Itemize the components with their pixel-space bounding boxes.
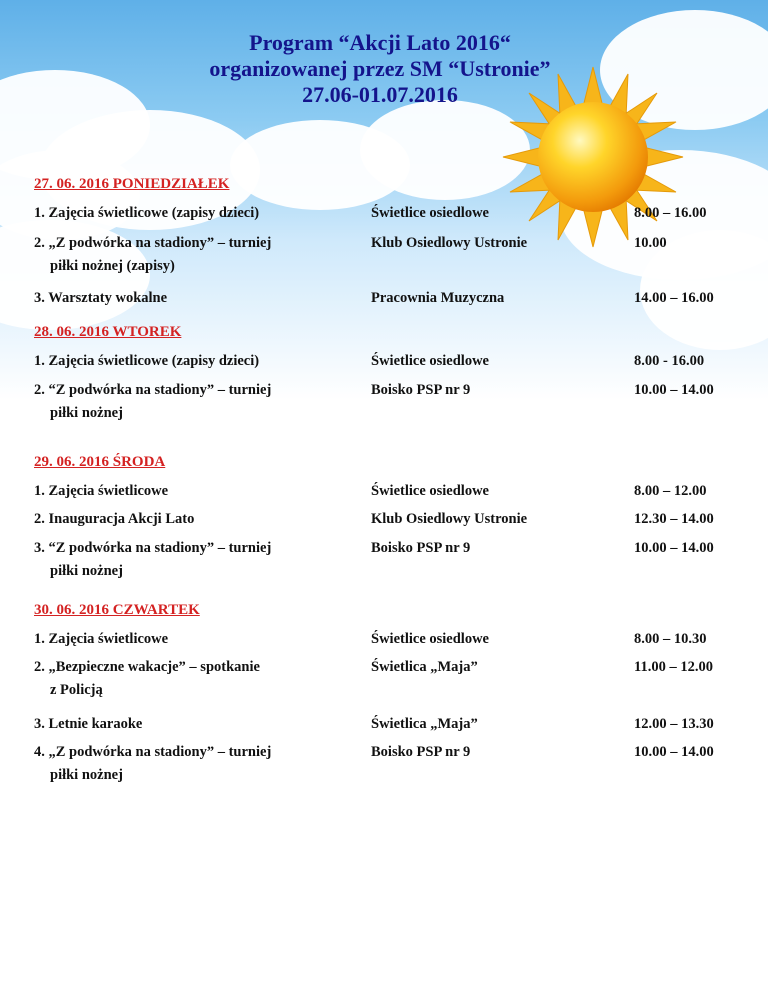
place: Boisko PSP nr 9 [371,540,471,556]
time: 10.00 – 14.00 [634,744,714,760]
title-line-2: organizowanej przez SM “Ustronie” [209,56,551,81]
day-heading: 27. 06. 2016 PONIEDZIAŁEK [34,176,230,192]
activity: 2. “Z podwórka na stadiony” – turniej piłki nożnej [34,382,272,421]
time: 10.00 [634,235,667,251]
activity: 1. Zajęcia świetlicowe (zapisy dzieci) [34,353,260,369]
page-title [120,30,640,108]
time: 8.00 – 12.00 [634,483,707,499]
activity: 3. Warsztaty wokalne [34,290,168,306]
activity: 1. Zajęcia świetlicowe [34,483,169,499]
time: 12.30 – 14.00 [634,511,714,527]
place: Świetlica „Maja” [371,716,478,732]
day-heading: 29. 06. 2016 ŚRODA [34,454,166,470]
time: 10.00 – 14.00 [634,382,714,398]
title-line-1: Program “Akcji Lato 2016“ [249,30,511,55]
activity: 2. Inauguracja Akcji Lato [34,511,195,527]
time: 11.00 – 12.00 [634,659,713,675]
time: 8.00 - 16.00 [634,353,705,369]
place: Świetlice osiedlowe [371,353,489,369]
day-heading: 30. 06. 2016 CZWARTEK [34,602,200,618]
time: 8.00 – 10.30 [634,631,707,647]
place: Świetlice osiedlowe [371,483,489,499]
place: Świetlice osiedlowe [371,205,489,221]
activity: 2. „Z podwórka na stadiony” – turniej piłki nożnej (zapisy) [34,235,272,274]
activity: 1. Zajęcia świetlicowe (zapisy dzieci) [34,205,260,221]
time: 12.00 – 13.30 [634,716,714,732]
place: Klub Osiedlowy Ustronie [371,511,528,527]
activity: 4. „Z podwórka na stadiony” – turniej piłki nożnej [34,744,272,783]
day-heading: 28. 06. 2016 WTOREK [34,324,182,340]
title-line-3: 27.06-01.07.2016 [302,82,458,107]
place: Boisko PSP nr 9 [371,382,471,398]
place: Boisko PSP nr 9 [371,744,471,760]
time: 14.00 – 16.00 [634,290,714,306]
time: 10.00 – 14.00 [634,540,714,556]
place: Klub Osiedlowy Ustronie [371,235,528,251]
place: Świetlica „Maja” [371,659,478,675]
activity: 3. Letnie karaoke [34,716,143,732]
place: Pracownia Muzyczna [371,290,505,306]
activity: 3. “Z podwórka na stadiony” – turniej piłki nożnej [34,540,272,579]
time: 8.00 – 16.00 [634,205,707,221]
activity: 2. „Bezpieczne wakacje” – spotkanie z Policją [34,659,260,698]
place: Świetlice osiedlowe [371,631,489,647]
activity: 1. Zajęcia świetlicowe [34,631,169,647]
